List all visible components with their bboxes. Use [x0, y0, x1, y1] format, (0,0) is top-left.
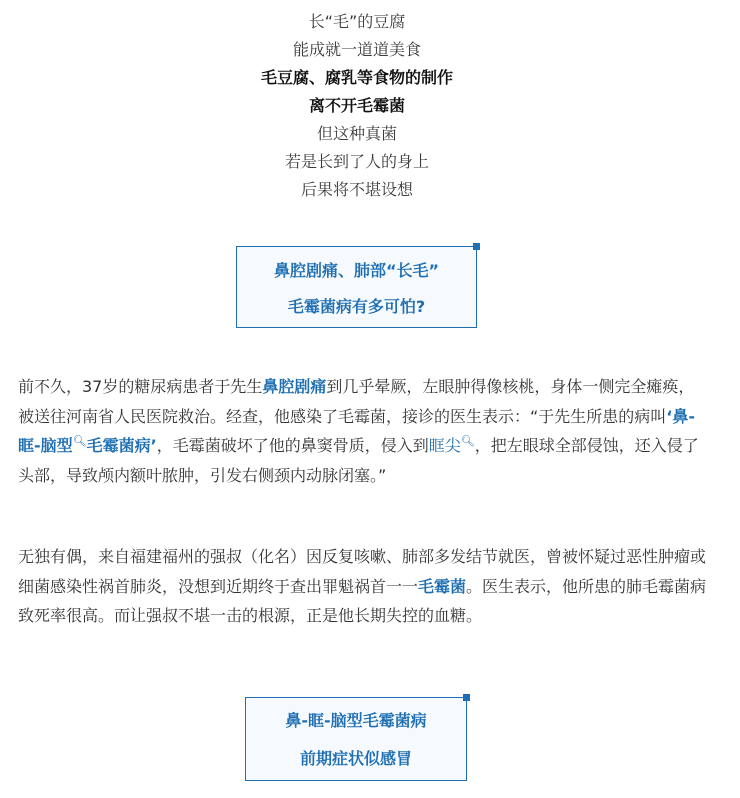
highlight-keyword: 鼻腔剧痛 — [262, 377, 327, 396]
highlight-keyword: ‘鼻-眶-脑型 — [18, 406, 696, 455]
article-paragraph-1 — [18, 372, 708, 490]
corner-decoration — [463, 694, 470, 701]
corner-decoration — [473, 243, 480, 250]
highlight-keyword: 毛霉菌 — [418, 576, 467, 596]
search-icon[interactable]: 🔍︎ — [460, 434, 475, 448]
article-paragraph-2 — [18, 542, 708, 631]
paragraph-text — [18, 372, 708, 490]
section-title-line: 鼻-眶-脑型毛霉菌病 — [285, 711, 427, 730]
intro-line-bold: 离不开毛霉菌 — [308, 96, 405, 115]
section-title-line: 鼻腔剧痛、肺部“长毛” — [273, 261, 440, 280]
text-run: 前不久，37岁的糖尿病患者于先生 — [18, 377, 263, 396]
intro-line: 长“毛”的豆腐 — [308, 12, 406, 31]
text-run: ，把左眼球全部侵蚀，还入侵了头部，导致颅内额叶脓肿，引发右侧颈内动脉闭塞。” — [18, 436, 699, 485]
intro-line: 但这种真菌 — [316, 124, 397, 143]
intro-line: 能成就一道道美食 — [292, 40, 421, 59]
section-heading-box-2 — [245, 697, 467, 781]
intro-line: 若是长到了人的身上 — [284, 152, 429, 171]
text-run: 到几乎晕厥，左眼肿得像核桃，身体一侧完全瘫痪，被送往河南省人民医院救治。经查，他感染了毛霉菌，接诊的医生表示：“于先生所患的病叫 — [18, 377, 695, 426]
keyword-link-orbital-apex[interactable]: 眶尖 — [428, 436, 461, 455]
section-title-line: 毛霉菌病有多可怕? — [287, 297, 426, 316]
paragraph-text — [18, 542, 708, 631]
highlight-keyword: 毛霉菌病’ — [86, 436, 157, 455]
text-run: 无独有偶，来自福建福州的强叔（化名）因反复咳嗽、肺部多发结节就医，曾被怀疑过恶性肿瘤或细菌感染性祸首肺炎，没想到近期终于查出罪魁祸首一一 — [18, 547, 707, 596]
section-heading-box-1 — [236, 246, 477, 328]
intro-poem — [0, 8, 714, 204]
text-run: 。医生表示，他所患的肺毛霉菌病致死率很高。而让强叔不堪一击的根源，正是他长期失控的血糖。 — [18, 576, 707, 625]
search-icon[interactable]: 🔍︎ — [72, 434, 87, 448]
intro-line: 后果将不堪设想 — [300, 180, 413, 199]
text-run: ，毛霉菌破坏了他的鼻窦骨质，侵入到 — [156, 436, 429, 455]
section-title-line: 前期症状似感冒 — [299, 749, 412, 768]
intro-line-bold: 毛豆腐、腐乳等食物的制作 — [260, 68, 453, 87]
